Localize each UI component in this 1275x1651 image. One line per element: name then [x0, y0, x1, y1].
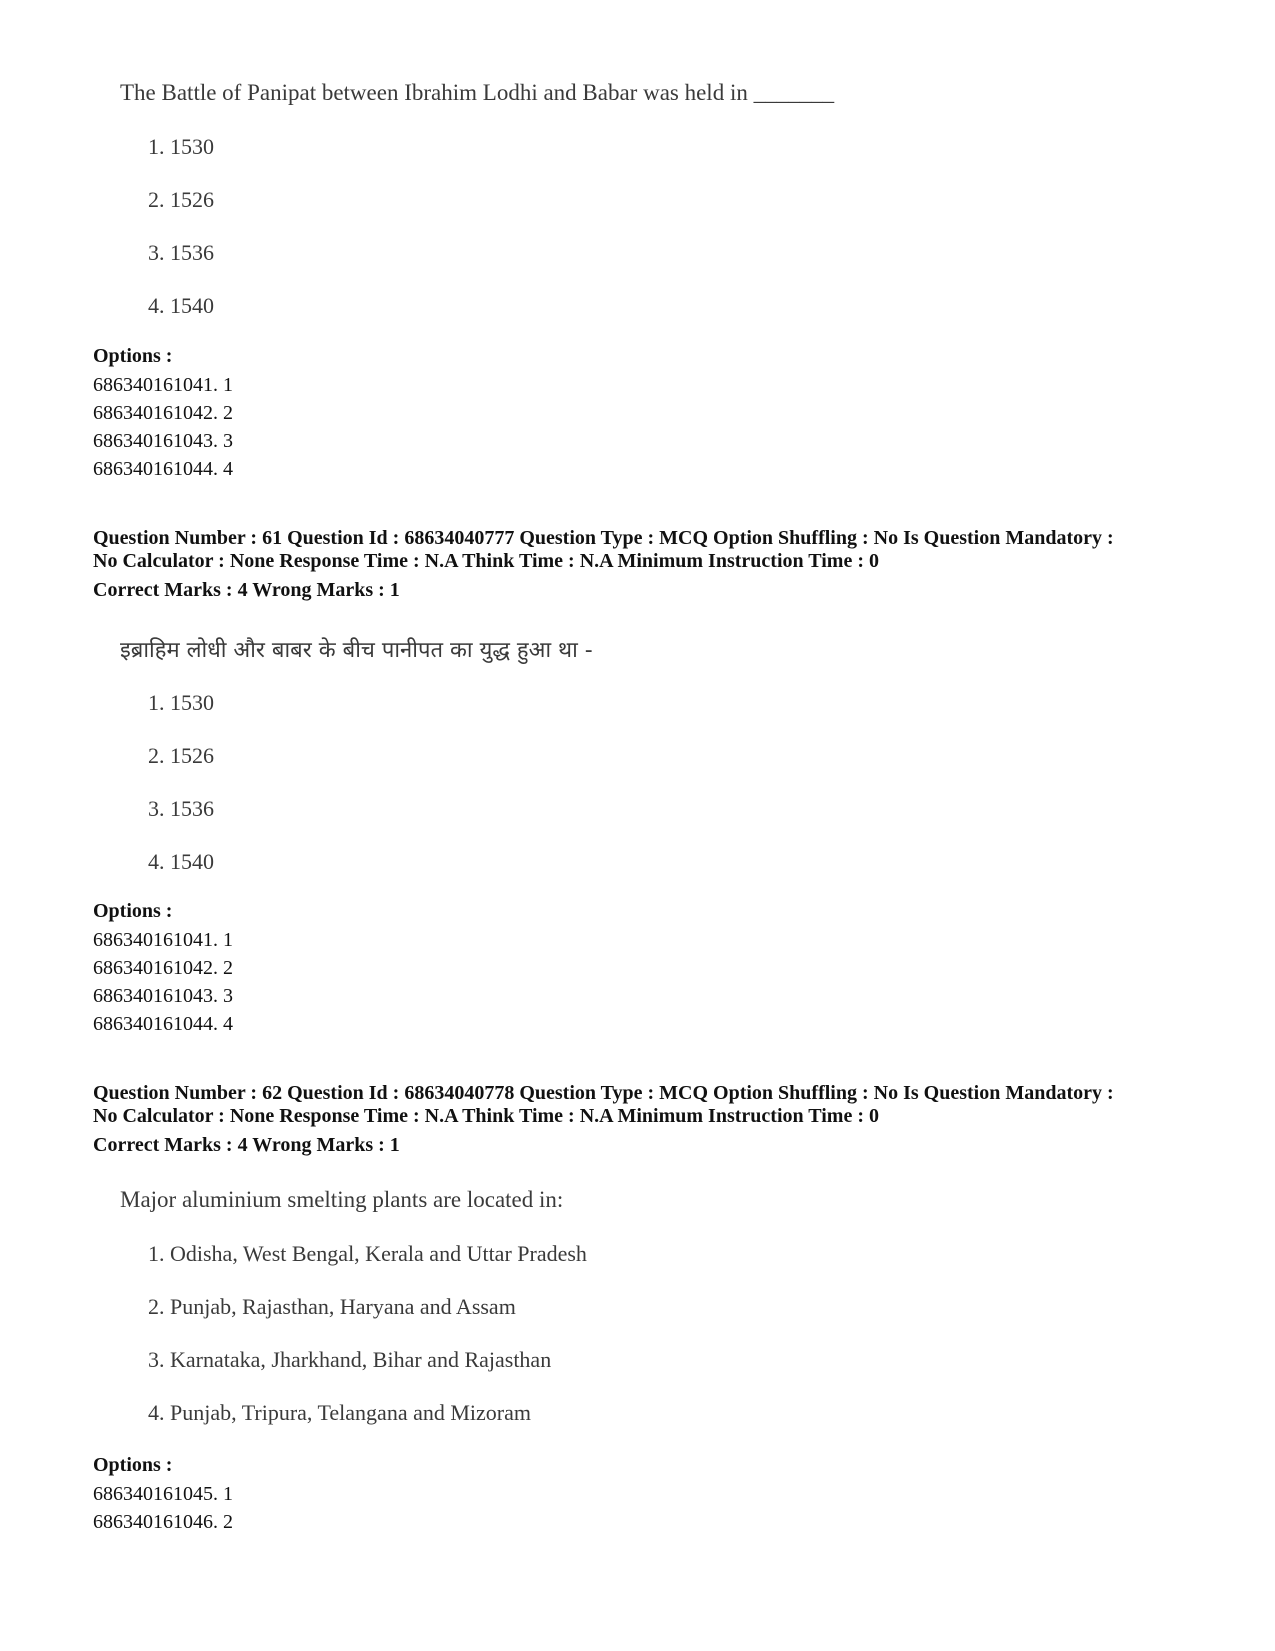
options-label: Options :	[93, 1454, 173, 1476]
options-label: Options :	[93, 345, 173, 367]
option-line: 686340161044. 4	[93, 458, 233, 480]
question-text: The Battle of Panipat between Ibrahim Lodhi and Babar was held in _______	[120, 80, 835, 105]
choice-2: 2. 1526	[148, 187, 214, 212]
option-line: 686340161045. 1	[93, 1483, 233, 1505]
option-line: 686340161043. 3	[93, 985, 233, 1007]
choice-4: 4. 1540	[148, 293, 214, 318]
choice-3: 3. 1536	[148, 796, 214, 821]
question-text: इब्राहिम लोधी और बाबर के बीच पानीपत का युद्ध हुआ था -	[120, 638, 593, 663]
choice-3: 3. Karnataka, Jharkhand, Bihar and Rajasthan	[148, 1347, 552, 1372]
choice-1: 1. 1530	[148, 134, 214, 159]
choice-2: 2. 1526	[148, 743, 214, 768]
question-meta-line1: Question Number : 62 Question Id : 68634040778 Question Type : MCQ Option Shuffling : No Is Question Mandatory :	[93, 1082, 1114, 1104]
choice-3: 3. 1536	[148, 240, 214, 265]
choice-4: 4. Punjab, Tripura, Telangana and Mizoram	[148, 1400, 531, 1425]
choice-2: 2. Punjab, Rajasthan, Haryana and Assam	[148, 1294, 516, 1319]
option-line: 686340161043. 3	[93, 430, 233, 452]
option-line: 686340161044. 4	[93, 1013, 233, 1035]
option-line: 686340161041. 1	[93, 374, 233, 396]
question-text: Major aluminium smelting plants are located in:	[120, 1187, 564, 1212]
question-meta-line2: No Calculator : None Response Time : N.A Think Time : N.A Minimum Instruction Time : 0	[93, 550, 879, 572]
choice-1: 1. Odisha, West Bengal, Kerala and Uttar Pradesh	[148, 1241, 587, 1266]
question-marks: Correct Marks : 4 Wrong Marks : 1	[93, 579, 400, 601]
option-line: 686340161042. 2	[93, 957, 233, 979]
question-meta-line1: Question Number : 61 Question Id : 68634040777 Question Type : MCQ Option Shuffling : No Is Question Mandatory :	[93, 527, 1114, 549]
option-line: 686340161042. 2	[93, 402, 233, 424]
choice-1: 1. 1530	[148, 690, 214, 715]
question-marks: Correct Marks : 4 Wrong Marks : 1	[93, 1134, 400, 1156]
option-line: 686340161046. 2	[93, 1511, 233, 1533]
choice-4: 4. 1540	[148, 849, 214, 874]
option-line: 686340161041. 1	[93, 929, 233, 951]
options-label: Options :	[93, 900, 173, 922]
question-meta-line2: No Calculator : None Response Time : N.A Think Time : N.A Minimum Instruction Time : 0	[93, 1105, 879, 1127]
